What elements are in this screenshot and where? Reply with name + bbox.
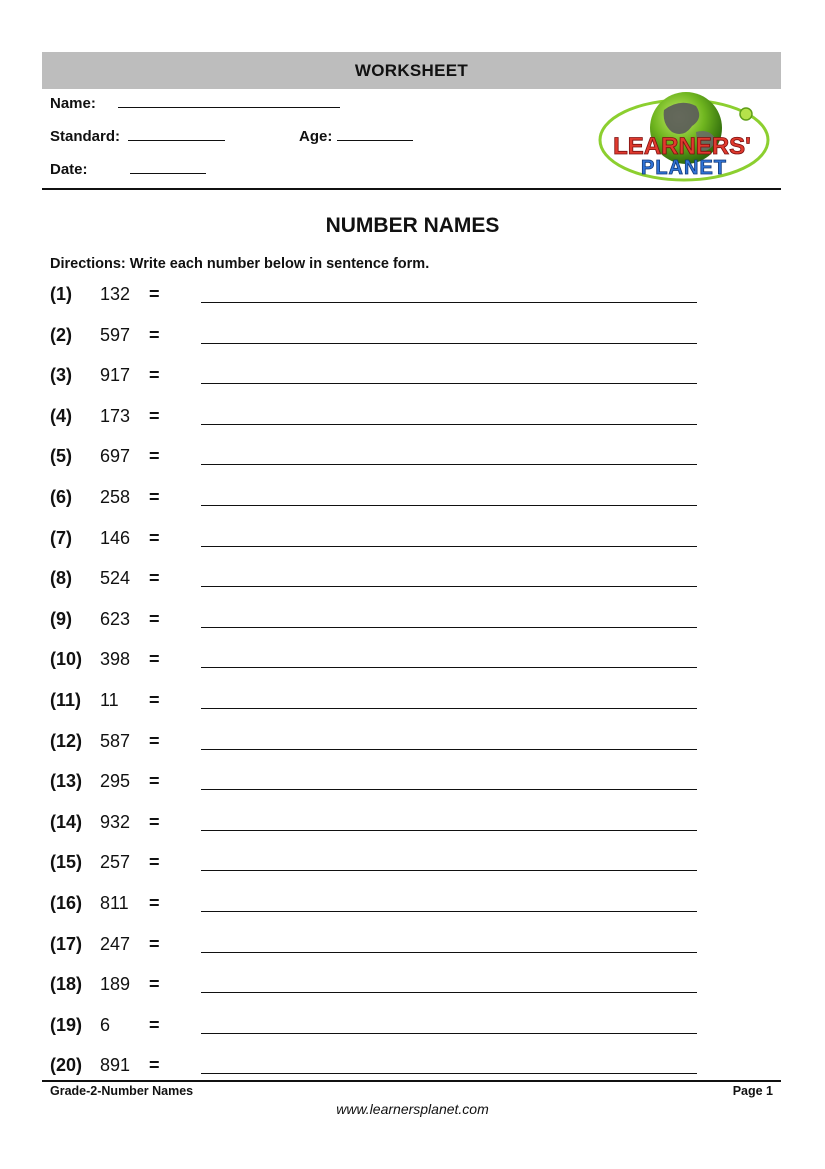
equals-sign: = (149, 933, 160, 954)
exercise-row (0, 528, 825, 558)
exercise-row (0, 690, 825, 720)
exercise-value: 247 (100, 933, 131, 954)
equals-sign: = (149, 690, 160, 710)
exercise-value: 173 (100, 405, 131, 426)
exercise-value: 932 (100, 811, 131, 832)
exercise-value: 11 (100, 690, 119, 710)
exercise-number: (10) (50, 649, 83, 670)
age-blank[interactable] (337, 126, 413, 141)
exercise-number: (19) (50, 1014, 83, 1035)
exercise-value: 295 (100, 771, 131, 792)
standard-blank[interactable] (128, 126, 225, 141)
answer-line[interactable] (201, 1033, 697, 1034)
age-field (299, 126, 413, 145)
name-blank[interactable] (118, 93, 340, 108)
equals-sign: = (149, 771, 160, 792)
equals-sign: = (149, 1055, 160, 1076)
equals-sign: = (149, 1014, 160, 1035)
exercise-value: 257 (100, 852, 131, 873)
answer-line[interactable] (201, 1073, 697, 1074)
name-label: Name: (50, 95, 96, 112)
logo-text-top: LEARNERS' (613, 133, 751, 160)
equals-sign: = (149, 527, 160, 548)
answer-line[interactable] (201, 667, 697, 668)
date-field (50, 159, 206, 178)
standard-label: Standard: (50, 128, 121, 145)
logo-text-bottom: PLANET (641, 157, 727, 179)
exercise-number: (8) (50, 568, 72, 589)
answer-line[interactable] (201, 424, 697, 425)
equals-sign: = (149, 852, 160, 873)
directions-text: Directions: Write each number below in sentence form. (50, 256, 430, 272)
equals-sign: = (149, 446, 160, 467)
exercise-number: (7) (50, 527, 72, 548)
answer-line[interactable] (201, 627, 697, 628)
exercise-row (0, 609, 825, 639)
exercise-row (0, 649, 825, 679)
answer-line[interactable] (201, 343, 697, 344)
exercise-number: (3) (50, 365, 72, 386)
age-label: Age: (299, 128, 333, 145)
exercise-row (0, 406, 825, 436)
exercise-number: (17) (50, 933, 83, 954)
equals-sign: = (149, 365, 160, 386)
answer-line[interactable] (201, 952, 697, 953)
equals-sign: = (149, 568, 160, 589)
equals-sign: = (149, 487, 160, 507)
exercise-row (0, 731, 825, 761)
equals-sign: = (149, 324, 160, 345)
standard-field (50, 126, 225, 145)
exercise-number: (14) (50, 811, 83, 832)
equals-sign: = (149, 811, 160, 832)
learners-planet-logo (592, 88, 772, 186)
exercise-row (0, 284, 825, 314)
header-divider (42, 188, 781, 190)
footer-grade-label: Grade-2-Number Names (50, 1084, 194, 1098)
exercise-value: 132 (100, 284, 131, 304)
worksheet-title: WORKSHEET (354, 60, 469, 80)
exercise-row (0, 812, 825, 842)
exercise-number: (1) (50, 284, 72, 304)
exercise-value: 697 (100, 446, 131, 467)
exercise-row (0, 568, 825, 598)
exercise-row (0, 365, 825, 395)
exercise-value: 524 (100, 568, 131, 589)
exercise-row (0, 487, 825, 517)
answer-line[interactable] (201, 383, 697, 384)
answer-line[interactable] (201, 586, 697, 587)
exercise-row (0, 1015, 825, 1045)
exercise-number: (16) (50, 893, 83, 913)
exercise-value: 587 (100, 730, 131, 751)
exercise-number: (6) (50, 487, 72, 507)
equals-sign: = (149, 649, 160, 670)
worksheet-header (42, 52, 781, 89)
equals-sign: = (149, 405, 160, 426)
exercise-number: (12) (50, 730, 83, 751)
exercise-row (0, 446, 825, 476)
answer-line[interactable] (201, 546, 697, 547)
footer-website: www.learnersplanet.com (336, 1101, 489, 1117)
exercise-value: 146 (100, 527, 131, 548)
exercise-value: 811 (100, 893, 129, 913)
equals-sign: = (149, 893, 160, 913)
exercise-number: (11) (50, 690, 82, 710)
answer-line[interactable] (201, 789, 697, 790)
exercise-number: (15) (50, 852, 83, 873)
exercise-row (0, 934, 825, 964)
exercise-value: 597 (100, 324, 131, 345)
answer-line[interactable] (201, 830, 697, 831)
exercise-number: (2) (50, 324, 72, 345)
exercise-row (0, 852, 825, 882)
answer-line[interactable] (201, 749, 697, 750)
exercise-value: 623 (100, 608, 131, 629)
exercise-value: 189 (100, 974, 131, 995)
equals-sign: = (149, 730, 160, 751)
answer-line[interactable] (201, 870, 697, 871)
answer-line[interactable] (201, 708, 697, 709)
exercise-value: 6 (100, 1014, 111, 1035)
answer-line[interactable] (201, 302, 697, 303)
name-field (50, 93, 340, 112)
page-title: NUMBER NAMES (325, 214, 500, 237)
exercise-number: (13) (50, 771, 83, 792)
equals-sign: = (149, 974, 160, 995)
exercise-number: (18) (50, 974, 83, 995)
exercise-value: 917 (100, 365, 131, 386)
exercise-row (0, 893, 825, 923)
answer-line[interactable] (201, 464, 697, 465)
exercise-row (0, 771, 825, 801)
exercise-value: 398 (100, 649, 131, 670)
exercise-number: (20) (50, 1055, 83, 1076)
exercise-number: (9) (50, 608, 72, 629)
exercise-value: 891 (100, 1055, 131, 1076)
date-blank[interactable] (130, 159, 206, 174)
exercise-row (0, 974, 825, 1004)
footer-divider (42, 1080, 781, 1082)
footer-page-number: Page 1 (732, 1084, 773, 1098)
exercise-row (0, 325, 825, 355)
answer-line[interactable] (201, 992, 697, 993)
exercise-number: (4) (50, 405, 72, 426)
answer-line[interactable] (201, 911, 697, 912)
exercise-value: 258 (100, 487, 131, 507)
equals-sign: = (149, 284, 160, 304)
exercise-number: (5) (50, 446, 72, 467)
answer-line[interactable] (201, 505, 697, 506)
equals-sign: = (149, 608, 160, 629)
date-label: Date: (50, 161, 88, 178)
